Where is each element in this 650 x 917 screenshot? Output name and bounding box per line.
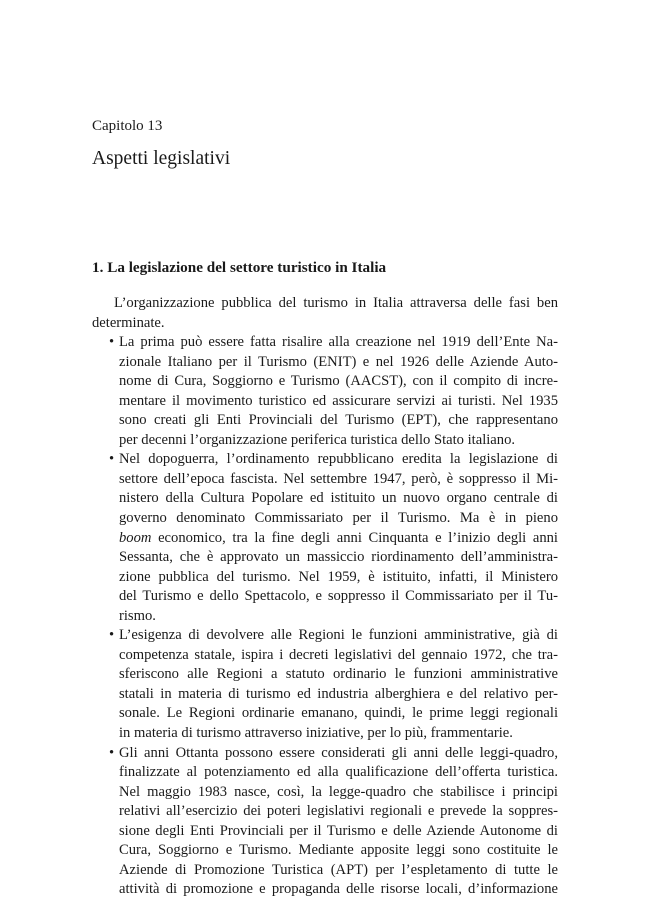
list-item-line: nome di Cura, Soggiorno e Turismo (AACST), con il compito di incre-	[119, 373, 558, 390]
chapter-title: Aspetti legislativi	[92, 148, 231, 169]
list-item-line: competenza statale, ispira i decreti legislativi del gennaio 1972, che tra-	[119, 646, 558, 663]
list-item-line: Nel maggio 1983 nasce, così, la legge-quadro che stabilisce i principi	[119, 783, 558, 800]
list-item-line: nistero della Cultura Popolare ed istituito un nuovo organo centrale di	[119, 490, 558, 507]
section-heading: 1. La legislazione del settore turistico in Italia	[92, 259, 387, 276]
list-item-line: per decenni l’organizzazione periferica turistica dello Stato italiano.	[119, 431, 516, 448]
list-item-line: • L’esigenza di devolvere alle Regioni le funzioni amministrative, già di	[92, 626, 558, 646]
list-item-line: finalizzate al potenziamento ed alla qualificazione dell’offerta turistica.	[119, 764, 558, 781]
list-item-line: boom economico, tra la fine degli anni Cinquanta e l’inizio degli anni	[119, 529, 558, 546]
list-item-line: governo denominato Commissariato per il Turismo. Ma è in pieno	[119, 510, 558, 527]
paragraph-line: determinate.	[92, 314, 165, 331]
list-item-line: Cura, Soggiorno e Turismo. Mediante apposite leggi sono costituite le	[119, 842, 558, 859]
list-item-line: del Turismo e dello Spettacolo, e soppresso il Commissariato per il Tu-	[119, 588, 558, 605]
list-item-line: • La prima può essere fatta risalire alla creazione nel 1919 dell’Ente Na-	[92, 333, 558, 353]
list-item-line: • Gli anni Ottanta possono essere considerati gli anni delle leggi-quadro,	[92, 744, 558, 764]
list-item-line: • Nel dopoguerra, l’ordinamento repubblicano eredita la legislazione di	[92, 450, 558, 470]
body-text	[92, 294, 558, 900]
list-item-line: statali in materia di turismo ed industria alberghiera e del relativo per-	[119, 685, 558, 702]
list-item-line: settore dell’epoca fascista. Nel settembre 1947, però, è soppresso il Mi-	[119, 470, 558, 487]
list-item-line: attività di promozione e propaganda delle risorse locali, d’informazione	[119, 881, 558, 898]
list-item-line: sonale. Le Regioni ordinarie emanano, quindi, le prime leggi regionali	[119, 705, 558, 722]
list-item-line: zione pubblica del turismo. Nel 1959, è istituito, infatti, il Ministero	[119, 568, 558, 585]
paragraph-line: L’organizzazione pubblica del turismo in Italia attraversa delle fasi ben	[114, 295, 558, 311]
list-item-line: sono creati gli Enti Provinciali del Turismo (EPT), che rappresentano	[119, 412, 558, 429]
bullet-marker: •	[109, 451, 115, 468]
list-item-line: sione degli Enti Provinciali per il Turismo e delle Aziende Autonome di	[119, 822, 558, 839]
bullet-marker: •	[109, 627, 115, 644]
list-item-line: Aziende di Promozione Turistica (APT) per l’espletamento di tutte le	[119, 861, 558, 878]
list-item-line: Sessanta, che è approvato un massiccio riordinamento dell’amministra-	[119, 549, 558, 566]
bullet-marker: •	[109, 334, 115, 351]
list-item-line: zionale Italiano per il Turismo (ENIT) e nel 1926 delle Aziende Auto-	[119, 353, 558, 370]
list-item-line: rismo.	[119, 607, 156, 624]
list-item-line: mentare il movimento turistico ed assicurare servizi ai turisti. Nel 1935	[119, 392, 558, 409]
list-item-line: in materia di turismo attraverso iniziative, per lo più, frammentarie.	[119, 725, 513, 742]
list-item-line: sferiscono alle Regioni a statuto ordinario le funzioni amministrative	[119, 666, 558, 683]
chapter-label: Capitolo 13	[92, 118, 163, 134]
bullet-marker: •	[109, 744, 115, 761]
list-item-line: relativi all’esercizio dei poteri legislativi regionali e prevede la soppres-	[119, 803, 558, 820]
